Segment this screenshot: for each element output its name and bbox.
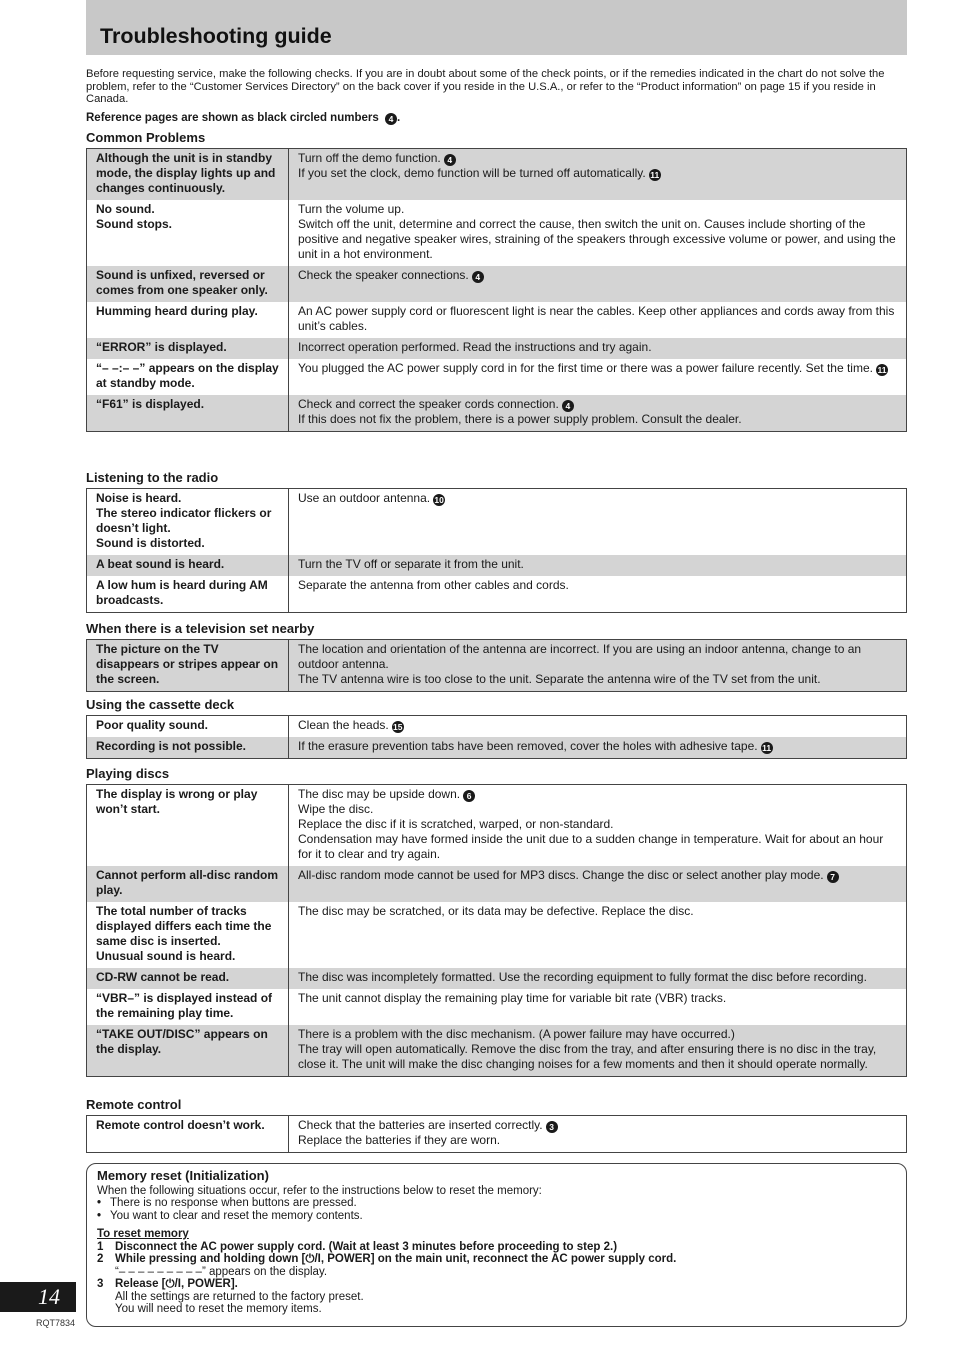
remedy-cell [289,716,907,738]
remedy-cell [289,576,907,613]
problem-text: The display is wrong or play won’t start. [96,787,258,816]
troubleshooting-table [86,639,907,692]
page-reference-badge: 10 [434,495,444,505]
page-reference-badge: 3 [546,1121,558,1133]
section-heading: When there is a television set nearby [86,621,315,636]
remedy-text: Clean the heads. [298,718,389,732]
remedy-cell [289,200,907,266]
table-row [87,866,907,902]
remedy-line [298,268,897,283]
problem-text: “TAKE OUT/DISC” appears on the display. [96,1027,268,1056]
remedy-line [298,642,897,672]
step-note: All the settings are returned to the factory preset. [115,1290,364,1303]
problem-text: No sound. [96,202,155,216]
remedy-text: Wipe the disc. [298,802,374,816]
table-row [87,395,907,432]
problem-text: Unusual sound is heard. [96,949,236,963]
troubleshooting-table [86,488,907,613]
page-number: 14 [38,1284,60,1309]
problem-text: Recording is not possible. [96,739,247,753]
remedy-text: The TV antenna wire is too close to the unit. Separate the antenna wire of the TV set from the unit. [298,672,821,686]
problem-text: Sound is unfixed, reversed or comes from one speaker only. [96,268,268,297]
page-number-box [0,1282,76,1312]
remedy-text: Replace the disc if it is scratched, warped, or non-standard. [298,817,614,831]
intro-text: Before requesting service, make the following checks. If you are in doubt about some of the check points, or if the remedies indicated in the chart do not solve the problem, refer to the “Customer Services Directory” on the back cover if you reside in the U.S.A., or refer to the “Product information” on page 15 if you reside in Canada. [86,68,885,105]
remedy-text: An AC power supply cord or fluorescent light is near the cables. Keep other appliances and cords away from this unit’s cables. [298,304,895,333]
remedy-text: Separate the antenna from other cables and cords. [298,578,569,592]
step-number: 1 [97,1240,104,1253]
problem-text: Humming heard during play. [96,304,258,318]
remedy-line [298,817,897,832]
remedy-line [298,397,897,412]
step-number: 3 [97,1278,104,1290]
table-row [87,555,907,576]
table-row [87,640,907,692]
step-text: Disconnect the AC power supply cord. (Wait at least 3 minutes before proceeding to step 2.) [115,1240,618,1253]
reference-circled-number: 4 [385,113,397,125]
table-row [87,359,907,395]
remedy-line [298,151,897,166]
problem-cell [87,716,289,738]
remedy-cell [289,866,907,902]
remedy-line [298,832,897,862]
problem-cell [87,1116,289,1153]
problem-cell [87,489,289,556]
reference-note-text: Reference pages are shown as black circled numbers [86,112,382,124]
problem-cell [87,338,289,359]
remedy-line [298,970,897,985]
remedy-cell [289,359,907,395]
remedy-line [298,991,897,1006]
remedy-cell [289,737,907,759]
remedy-cell [289,338,907,359]
remedy-text: The unit cannot display the remaining play time for variable bit rate (VBR) tracks. [298,991,727,1005]
troubleshooting-table [86,148,907,432]
memory-step [97,1278,896,1316]
remedy-text: You plugged the AC power supply cord in for the first time or there was a power failure recently. Set the time. [298,361,873,375]
section-heading: Remote control [86,1097,182,1112]
section-heading: Playing discs [86,766,170,781]
remedy-cell [289,149,907,201]
section-cassette [86,696,907,759]
page-reference-badge: 11 [762,743,772,753]
remedy-cell [289,555,907,576]
step-text: Release [⏻/I, POWER]. [115,1278,238,1290]
problem-text: The picture on the TV disappears or stripes appear on the screen. [96,642,279,686]
page-reference-badge: 11 [877,365,887,375]
remedy-cell [289,1116,907,1153]
section-remote [86,1096,907,1153]
model-code: RQT7834 [36,1318,76,1328]
problem-text: Sound is distorted. [96,536,205,550]
step-text: While pressing and holding down [⏻/I, POWER] on the main unit, reconnect the AC power supply cord. [115,1253,677,1265]
problem-cell [87,266,289,302]
remedy-text: Turn the volume up. [298,202,405,216]
problem-text: A beat sound is heard. [96,557,225,571]
memory-reset-box [86,1163,907,1327]
remedy-text: Replace the batteries if they are worn. [298,1133,501,1147]
remedy-text: Switch off the unit, determine and correct the cause, then switch the unit on. Causes include shorting of the positive and negative speaker wires, straining of the speakers through excessive volume or power, and using the unit in a hot environment. [298,217,896,261]
table-row [87,200,907,266]
remedy-text: Condensation may have formed inside the unit due to a sudden change in temperature. Wait for about an hour for it to clear and try again. [298,832,884,861]
problem-text: “– –:– –” appears on the display at standby mode. [96,361,279,390]
table-row [87,989,907,1025]
problem-cell [87,302,289,338]
problem-text: Cannot perform all-disc random play. [96,868,279,897]
section-radio [86,469,907,613]
memory-lead: When the following situations occur, refer to the instructions below to reset the memory: [97,1184,542,1197]
remedy-text: All-disc random mode cannot be used for MP3 discs. Change the disc or select another play mode. [298,868,824,882]
problem-text: CD-RW cannot be read. [96,970,230,984]
remedy-line [298,787,897,802]
remedy-line [298,1042,897,1072]
problem-text: The total number of tracks displayed differs each time the same disc is inserted. [96,904,272,948]
table-row [87,737,907,759]
table-row [87,1025,907,1077]
problem-text: Remote control doesn’t work. [96,1118,265,1132]
section-heading: Using the cassette deck [86,697,235,712]
troubleshooting-table [86,1115,907,1153]
memory-bullet: • There is no response when buttons are pressed. [97,1197,896,1210]
problem-cell [87,149,289,201]
remedy-line [298,217,897,262]
section-tv [86,620,907,692]
step-note: “– – – – – – – – –” appears on the display. [115,1265,328,1278]
remedy-text: The tray will open automatically. Remove the disc from the tray, and after ensuring there is no disc in the tray, close it. The unit will make the disc changing noises for a few moments and then it should operate normally. [298,1042,877,1071]
problem-text: Poor quality sound. [96,718,209,732]
troubleshooting-table [86,715,907,759]
problem-text: The stereo indicator flickers or doesn’t light. [96,506,272,535]
page-reference-badge: 7 [827,871,839,883]
problem-cell [87,555,289,576]
problem-cell [87,1025,289,1077]
problem-cell [87,785,289,867]
remedy-text: If the erasure prevention tabs have been removed, cover the holes with adhesive tape. [298,739,758,753]
problem-text: Noise is heard. [96,491,182,505]
page-reference-badge: 6 [463,790,475,802]
page-reference-badge: 4 [562,400,574,412]
table-row [87,968,907,989]
problem-cell [87,640,289,692]
step-number: 2 [97,1253,104,1265]
table-row [87,1116,907,1153]
remedy-text: Turn off the demo function. [298,151,441,165]
remedy-cell [289,489,907,556]
problem-cell [87,200,289,266]
problem-text: Sound stops. [96,217,172,231]
page-reference-badge: 11 [650,170,660,180]
remedy-line [298,1027,897,1042]
problem-text: “F61” is displayed. [96,397,205,411]
remedy-text: Incorrect operation performed. Read the instructions and try again. [298,340,652,354]
problem-text: Although the unit is in standby mode, the display lights up and changes continuously. [96,151,276,195]
remedy-text: Use an outdoor antenna. [298,491,431,505]
memory-subheading: To reset memory [97,1228,189,1240]
table-row [87,902,907,968]
remedy-text: Turn the TV off or separate it from the unit. [298,557,524,571]
remedy-text: Check that the batteries are inserted correctly. [298,1118,543,1132]
remedy-text: If this does not fix the problem, there is a power supply problem. Consult the dealer. [298,412,742,426]
section-discs [86,765,907,1077]
memory-bullet: • You want to clear and reset the memory contents. [97,1210,896,1223]
remedy-text: There is a problem with the disc mechanism. (A power failure may have occurred.) [298,1027,735,1041]
remedy-cell [289,785,907,867]
section-heading: Common Problems [86,130,206,145]
remedy-line [298,802,897,817]
table-row [87,489,907,556]
problem-cell [87,359,289,395]
remedy-line [298,340,897,355]
problem-text: A low hum is heard during AM broadcasts. [96,578,268,607]
page-title: Troubleshooting guide [100,24,332,48]
remedy-text: Check the speaker connections. [298,268,469,282]
remedy-cell [289,989,907,1025]
remedy-text: The location and orientation of the antenna are incorrect. If you are using an indoor antenna, change to an outdoor antenna. [298,642,862,671]
remedy-line [298,739,897,754]
problem-cell [87,902,289,968]
remedy-line [298,868,897,883]
problem-cell [87,866,289,902]
remedy-text: The disc may be scratched, or its data may be defective. Replace the disc. [298,904,694,918]
remedy-cell [289,640,907,692]
problem-text: “VBR–” is displayed instead of the remaining play time. [96,991,273,1020]
page-reference-badge: 4 [444,154,456,166]
remedy-line [298,1118,897,1133]
table-row [87,716,907,738]
remedy-line [298,166,897,181]
remedy-cell [289,1025,907,1077]
remedy-line [298,578,897,593]
step-note: You will need to reset the memory items. [115,1303,322,1315]
memory-step [97,1253,896,1278]
remedy-text: Check and correct the speaker cords connection. [298,397,559,411]
problem-text: “ERROR” is displayed. [96,340,227,354]
remedy-line [298,557,897,572]
problem-cell [87,576,289,613]
page-reference-badge: 15 [393,722,403,732]
remedy-line [298,412,897,427]
reference-note: Reference pages are shown as black circled numbers 4 . [86,112,401,124]
memory-heading: Memory reset (Initialization) [97,1168,269,1183]
table-row [87,576,907,613]
remedy-line [298,202,897,217]
section-common-problems [86,129,907,432]
page-reference-badge: 4 [472,271,484,283]
memory-step [97,1241,896,1254]
table-row [87,149,907,201]
remedy-line [298,718,897,733]
title-bar [86,0,907,55]
remedy-text: If you set the clock, demo function will be turned off automatically. [298,166,646,180]
table-row [87,785,907,867]
remedy-text: The disc was incompletely formatted. Use the recording equipment to fully format the disc before recording. [298,970,867,984]
remedy-line [298,491,897,506]
remedy-text: The disc may be upside down. [298,787,461,801]
problem-cell [87,737,289,759]
remedy-cell [289,395,907,432]
remedy-cell [289,266,907,302]
remedy-cell [289,968,907,989]
problem-cell [87,968,289,989]
troubleshooting-table [86,784,907,1077]
table-row [87,302,907,338]
section-heading: Listening to the radio [86,470,219,485]
remedy-line [298,304,897,334]
remedy-line [298,904,897,919]
remedy-cell [289,902,907,968]
remedy-line [298,361,897,376]
table-row [87,338,907,359]
remedy-cell [289,302,907,338]
remedy-line [298,672,897,687]
remedy-line [298,1133,897,1148]
problem-cell [87,395,289,432]
problem-cell [87,989,289,1025]
table-row [87,266,907,302]
